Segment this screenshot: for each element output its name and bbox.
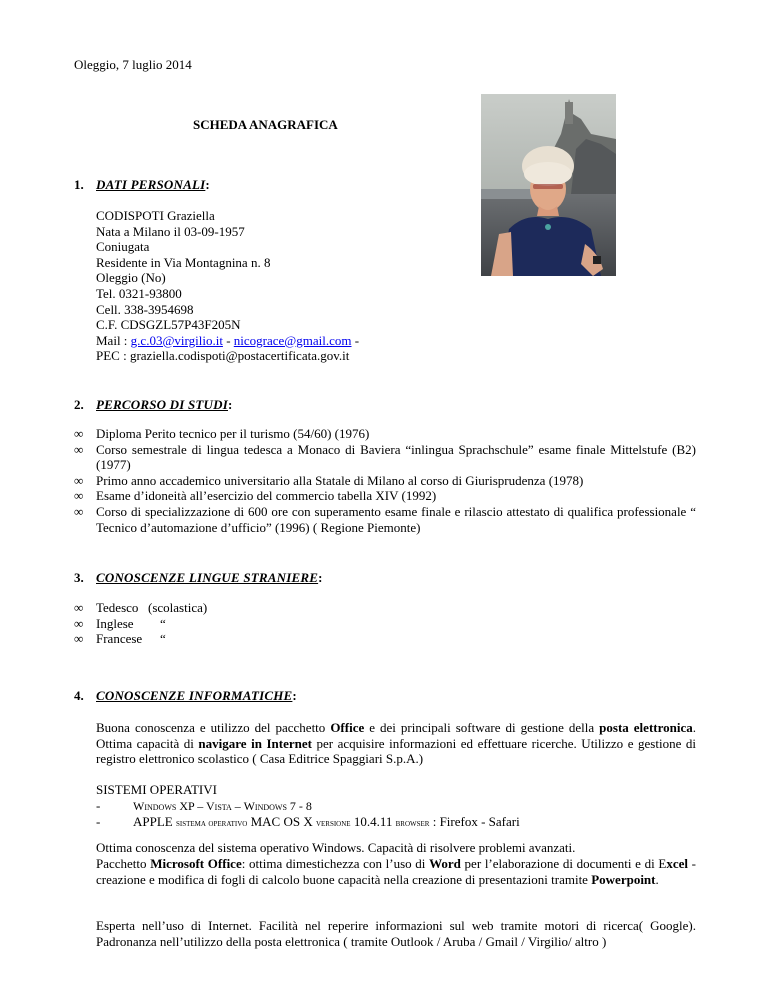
section-number: 2.: [74, 397, 84, 412]
mail-link-2[interactable]: nicograce@gmail.com: [233, 332, 352, 348]
section-number: 4.: [74, 688, 84, 703]
infinity-bullet-icon: ∞: [74, 441, 84, 457]
section-heading-personal: [74, 177, 210, 193]
os-text: 10.4.11: [350, 814, 396, 830]
studies-list: [74, 426, 696, 535]
section-title: CONOSCENZE INFORMATICHE: [96, 688, 293, 703]
list-item: [74, 473, 696, 489]
text-bold: xcel: [666, 856, 688, 871]
list-item: [74, 442, 696, 473]
section-colon: :: [292, 688, 297, 703]
infinity-bullet-icon: ∞: [74, 488, 84, 504]
personal-tel: Tel. 0321-93800: [96, 285, 182, 301]
section-number: 1.: [74, 177, 84, 192]
document-date: Oleggio, 7 luglio 2014: [74, 57, 192, 72]
section-colon: :: [318, 570, 323, 585]
section-colon: :: [228, 397, 233, 412]
list-item-text: Esame d’idoneità all’esercizio del commercio tabella XIV (1992): [96, 488, 437, 504]
personal-cf: C.F. CDSGZL57P43F205N: [96, 317, 241, 333]
os-block: [96, 782, 696, 832]
section-title: CONOSCENZE LINGUE STRANIERE: [96, 570, 319, 585]
text-bold: posta elettronica: [599, 720, 693, 735]
text-bold: Powerpoint: [591, 871, 656, 887]
language-level: “: [160, 615, 166, 631]
infinity-bullet-icon: ∞: [74, 600, 84, 615]
section-title: DATI PERSONALI: [96, 177, 206, 192]
os-item-apple: [96, 814, 696, 832]
mail-label: Mail :: [96, 332, 131, 348]
it-paragraph-3: [96, 856, 696, 887]
section-heading-it: [74, 688, 297, 704]
list-item-text: Primo anno accademico universitario alla Statale di Milano al corso di Giurisprudenza (1978): [96, 472, 584, 488]
list-item: [74, 488, 696, 504]
it-paragraph-4: Esperta nell’uso di Internet. Facilità nel reperire informazioni sul web tramite motori di ricerca( Google). Padronanza nell’utilizzo della posta elettronica ( tramite Outlook / Aruba / Gmail / Virgilio/ altro ): [96, 918, 696, 949]
mail-link-1[interactable]: g.c.03@virgilio.it: [130, 332, 223, 348]
personal-birth: Nata a Milano il 03-09-1957: [96, 223, 245, 239]
list-item-text: Corso semestrale di lingua tedesca a Monaco di Baviera “inlingua Sprachschule” esame finale Mittelstufe (B2) (1977): [96, 441, 696, 473]
section-colon: :: [205, 177, 210, 192]
text-bold: navigare in Internet: [198, 735, 312, 751]
text-run: . Ottima capacità di: [96, 720, 696, 751]
text-run: per acquisire informazioni ed effettuare ricerche. Utilizzo e gestione di registro elettronico scolastico ( Casa Editrice Spaggiari S.p.A.): [96, 735, 696, 767]
document-title: SCHEDA ANAGRAFICA: [193, 117, 338, 132]
mail-separator: -: [222, 332, 234, 348]
dash: -: [96, 814, 101, 830]
languages-list: [74, 600, 374, 647]
list-item-text: Diploma Perito tecnico per il turismo (54/60) (1976): [96, 426, 370, 441]
personal-address: Residente in Via Montagnina n. 8: [96, 254, 271, 270]
mail-end: -: [351, 332, 360, 348]
infinity-bullet-icon: ∞: [74, 631, 84, 647]
text-bold: Word: [429, 856, 461, 871]
it-paragraph-1: [96, 720, 696, 767]
text-run: per l’elaborazione di documenti e di E: [460, 856, 667, 871]
list-item: [74, 426, 696, 442]
infinity-bullet-icon: ∞: [74, 615, 84, 631]
language-name: Inglese: [96, 615, 134, 631]
os-item-windows: [96, 798, 696, 815]
list-item: [74, 616, 374, 632]
list-item: [74, 504, 696, 535]
language-name: Tedesco: [96, 600, 139, 615]
os-text: : Firefox - Safari: [429, 814, 520, 830]
section-title: PERCORSO DI STUDI: [96, 397, 228, 412]
infinity-bullet-icon: ∞: [74, 426, 84, 441]
list-item: [74, 600, 374, 616]
infinity-bullet-icon: ∞: [74, 472, 84, 488]
os-text: sistema operativo: [175, 818, 248, 830]
os-text: MAC OS X: [247, 814, 316, 830]
section-heading-languages: [74, 570, 322, 586]
language-level: “: [160, 631, 166, 647]
text-run: : ottima dimestichezza con l’uso di: [241, 856, 430, 871]
personal-cell: Cell. 338-3954698: [96, 301, 194, 317]
profile-photo: [481, 94, 616, 276]
os-text: APPLE: [133, 814, 176, 830]
section-number: 3.: [74, 570, 84, 585]
personal-pec: PEC : graziella.codispoti@postacertificata.gov.it: [96, 348, 350, 364]
it-paragraph-2: Ottima conoscenza del sistema operativo Windows. Capacità di risolvere problemi avanzati.: [96, 840, 576, 855]
personal-status: Coniugata: [96, 239, 150, 255]
personal-name: CODISPOTI Graziella: [96, 208, 215, 223]
text-bold: Microsoft Office: [150, 856, 242, 871]
list-item-text: Corso di specializzazione di 600 ore con superamento esame finale e rilascio attestato di qualifica professionale “ Tecnico d’automazione d’ufficio” (1996) ( Regione Piemonte): [96, 503, 696, 535]
personal-mail: [96, 333, 359, 349]
personal-data-block: [96, 208, 359, 364]
os-text: browser: [395, 818, 430, 830]
text-bold: Office: [330, 720, 365, 735]
os-heading: SISTEMI OPERATIVI: [96, 782, 217, 797]
language-level: (scolastica): [148, 600, 208, 615]
language-name: Francese: [96, 631, 143, 647]
os-text: Windows XP – Vista – Windows 7 - 8: [133, 798, 312, 813]
infinity-bullet-icon: ∞: [74, 503, 84, 519]
text-run: e dei principali software di gestione della: [364, 720, 600, 735]
text-run: Buona conoscenza e utilizzo del pacchetto: [96, 720, 331, 735]
personal-city: Oleggio (No): [96, 270, 166, 286]
text-run: Pacchetto: [96, 856, 151, 871]
text-run: .: [655, 871, 659, 887]
text-run: - creazione e modifica di fogli di calcolo buone capacità nella creazione di presentazioni tramite: [96, 856, 696, 887]
section-heading-studies: [74, 397, 232, 413]
dash: -: [96, 797, 101, 813]
list-item: [74, 631, 374, 647]
os-text: versione: [315, 818, 351, 830]
